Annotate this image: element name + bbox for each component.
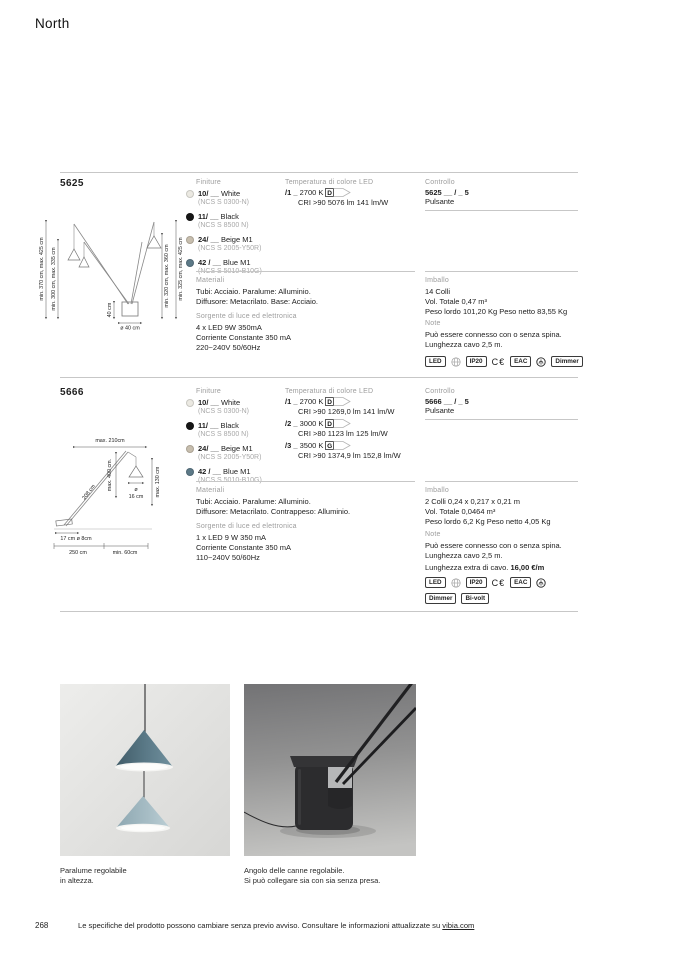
column-divider <box>196 481 415 482</box>
svg-text:G: G <box>327 442 333 450</box>
dim-label: min. 300 cm, max. 335 cm <box>51 247 57 311</box>
eac-badge: EAC <box>510 356 531 367</box>
dimension-diagram-floor-lamp <box>38 218 186 330</box>
dimension-diagram-pole-lamp <box>52 433 192 555</box>
temperatura-row <box>285 188 388 207</box>
finish-code: 11/ __ <box>198 212 219 221</box>
temp-code: /2 _ <box>285 419 298 429</box>
imballo-text: 2 Colli 0,24 x 0,217 x 0,21 m Vol. Totale 0,0464 m³ Peso lordo 6,2 Kg Peso netto 4,05 Kg <box>425 497 551 526</box>
finish-swatch <box>186 259 194 267</box>
finish-ncs: (NCS S 2005-Y50R) <box>198 245 262 252</box>
column-divider <box>425 271 578 272</box>
temperatura-label: Temperatura di colore LED <box>285 179 374 186</box>
controllo-label: Controllo <box>425 179 455 186</box>
finish-option-beige <box>186 235 281 253</box>
finish-option-white <box>186 189 281 207</box>
dim-label: 250 cm <box>69 550 87 555</box>
bivolt-badge: Bi-volt <box>461 593 489 604</box>
dim-label: min. 370 cm, max. 425 cm <box>39 237 45 301</box>
materiali-text: Tubi: Acciaio. Paralume: Alluminio. Diffusore: Metacrilato. Contrappeso: Alluminio. <box>196 497 351 516</box>
page-title: North <box>35 16 70 31</box>
temperatura-rows <box>285 397 401 463</box>
dim-label: ø <box>134 487 138 493</box>
finish-option-beige <box>186 444 281 462</box>
finish-code: 42 / __ <box>198 258 221 267</box>
ce-mark-icon: C€ <box>491 356 506 367</box>
finish-name: Blue M1 <box>223 258 251 267</box>
finish-ncs: (NCS S 0300-N) <box>198 408 249 415</box>
photo-pendant-lamps <box>60 684 230 856</box>
temperatura-row <box>285 441 401 460</box>
finish-option-blue <box>186 258 281 276</box>
certification-badges <box>425 577 546 588</box>
finish-swatch <box>186 213 194 221</box>
energy-class-icon <box>325 419 351 428</box>
sorgente-text: 4 x LED 9W 350mA Corriente Constante 350 mA 220~240V 50/60Hz <box>196 323 292 352</box>
finish-code: 10/ __ <box>198 189 219 198</box>
finish-swatch <box>186 468 194 476</box>
globe-icon <box>451 357 461 367</box>
photo-table-lamp-base <box>244 684 416 856</box>
finish-ncs: (NCS S 8500 N) <box>198 431 249 438</box>
note-extra-text: Lunghezza extra di cavo. 16,00 €/m <box>425 563 545 572</box>
note-text: Può essere connesso con o senza spina. Lunghezza cavo 2,5 m. <box>425 541 562 560</box>
certification-badges <box>425 356 583 367</box>
controllo-type: Pulsante <box>425 406 455 415</box>
temp-kelvin: 3000 K <box>299 419 324 429</box>
finish-code: 10/ __ <box>198 398 219 407</box>
finish-swatch <box>186 399 194 407</box>
temp-cri: CRI >90 5076 lm 141 lm/W <box>298 197 389 207</box>
imballo-label: Imballo <box>425 487 449 494</box>
product-section-5625 <box>0 172 677 378</box>
finish-name: Beige M1 <box>220 235 253 244</box>
dim-label: 40 cm <box>107 302 113 318</box>
vibia-link[interactable]: vibia.com <box>442 921 475 930</box>
temp-cri: CRI >90 1374,9 lm 152,8 lm/W <box>298 450 401 460</box>
energy-class-icon <box>325 397 351 406</box>
dim-label: 16 cm <box>128 494 144 500</box>
certification-badges-row2 <box>425 593 489 604</box>
finish-option-white <box>186 398 281 416</box>
finiture-label: Finiture <box>196 388 221 395</box>
finish-swatch <box>186 236 194 244</box>
temp-cri: CRI >80 1123 lm 125 lm/W <box>298 428 388 438</box>
dim-label: max. 400 cm. <box>107 458 113 492</box>
imballo-label: Imballo <box>425 277 449 284</box>
note-text: Può essere connesso con o senza spina. Lunghezza cavo 2,5 m. <box>425 330 562 349</box>
imballo-text: 14 Colli Vol. Totale 0,47 m³ Peso lordo 101,20 Kg Peso netto 83,55 Kg <box>425 287 568 316</box>
materiali-label: Materiali <box>196 487 225 494</box>
section-divider <box>60 377 578 378</box>
ip20-badge: IP20 <box>466 356 487 367</box>
product-section-5666 <box>0 381 677 612</box>
dim-label: min. 320 cm, max. 360 cm <box>164 244 170 308</box>
temp-kelvin: 2700 K <box>299 397 324 406</box>
dim-label: max. 210cm <box>95 438 125 444</box>
product-sku: 5625 <box>60 178 84 189</box>
controllo-type: Pulsante <box>425 197 455 206</box>
dim-label: min. 325 cm, max. 425 cm <box>178 237 184 301</box>
energy-class-icon <box>325 188 351 197</box>
column-divider <box>425 210 578 211</box>
product-sku: 5666 <box>60 387 84 398</box>
led-badge: LED <box>425 356 446 367</box>
ip20-badge: IP20 <box>466 577 487 588</box>
finish-name: White <box>220 189 241 198</box>
finish-ncs: (NCS S 2005-Y50R) <box>198 454 262 461</box>
eac-badge: EAC <box>510 577 531 588</box>
finish-code: 42 / __ <box>198 467 221 476</box>
dimmer-badge: Dimmer <box>551 356 582 367</box>
materiali-label: Materiali <box>196 277 225 284</box>
globe-icon <box>451 578 461 588</box>
temperatura-rows <box>285 188 388 210</box>
temperatura-row <box>285 419 401 438</box>
note-label: Note <box>425 320 441 327</box>
dim-label: 208 cm <box>81 483 98 502</box>
finish-name: Black <box>220 421 239 430</box>
finish-code: 24/ __ <box>198 444 219 453</box>
finish-name: Beige M1 <box>220 444 253 453</box>
section-divider <box>60 611 578 612</box>
materiali-text: Tubi: Acciaio. Paralume: Alluminio. Diffusore: Metacrilato. Base: Acciaio. <box>196 287 318 306</box>
dim-label: ø 40 cm <box>120 325 140 330</box>
page-number: 268 <box>35 921 49 930</box>
finish-name: Blue M1 <box>223 467 251 476</box>
sorgente-label: Sorgente di luce ed elettronica <box>196 523 297 530</box>
column-divider <box>425 481 578 482</box>
footer-text: Le specifiche del prodotto possono cambiare senza previo avviso. Consultare le informazioni attualizzate su vibia.com <box>78 921 475 930</box>
column-divider <box>196 271 415 272</box>
finish-ncs: (NCS S 0300-N) <box>198 199 249 206</box>
finish-ncs: (NCS S 8500 N) <box>198 222 249 229</box>
temp-code: /3 _ <box>285 441 298 451</box>
dim-label: min. 60cm <box>112 550 138 555</box>
temp-cri: CRI >90 1269,0 lm 141 lm/W <box>298 406 395 416</box>
temp-kelvin: 2700 K <box>299 188 324 197</box>
finish-code: 11/ __ <box>198 421 219 430</box>
finish-swatch <box>186 422 194 430</box>
led-badge: LED <box>425 577 446 588</box>
controllo-label: Controllo <box>425 388 455 395</box>
dim-label: 17 cm ø 8cm <box>60 536 92 542</box>
svg-text:D: D <box>327 398 333 406</box>
column-divider <box>425 419 578 420</box>
ce-mark-icon: C€ <box>491 577 506 588</box>
finish-code: 24/ __ <box>198 235 219 244</box>
temp-kelvin: 3500 K <box>299 441 324 451</box>
finish-option-black <box>186 421 281 439</box>
finish-name: Black <box>220 212 239 221</box>
photo-caption-pendant: Paralume regolabile in altezza. <box>60 866 127 885</box>
energy-class-icon <box>325 441 351 450</box>
finish-name: White <box>220 398 241 407</box>
controllo-code: 5666 __ / _ 5 <box>425 397 469 406</box>
sorgente-label: Sorgente di luce ed elettronica <box>196 313 297 320</box>
controllo-code: 5625 __ / _ 5 <box>425 188 469 197</box>
sorgente-text: 1 x LED 9 W 350 mA Corriente Constante 350 mA 110~240V 50/60Hz <box>196 533 292 562</box>
temperatura-label: Temperatura di colore LED <box>285 388 374 395</box>
svg-text:D: D <box>327 189 333 197</box>
cable-price: 16,00 €/m <box>510 563 545 572</box>
finish-swatch <box>186 445 194 453</box>
dim-label: max. 130 cm <box>155 466 161 498</box>
finish-swatch <box>186 190 194 198</box>
finish-option-black <box>186 212 281 230</box>
finish-list <box>186 398 281 490</box>
temp-code: /1 _ <box>285 188 298 197</box>
finish-option-blue <box>186 467 281 485</box>
temperatura-row <box>285 397 401 416</box>
finiture-label: Finiture <box>196 179 221 186</box>
photo-caption-table: Angolo delle canne regolabile. Si può collegare sia con sia senza presa. <box>244 866 381 885</box>
dimmer-badge: Dimmer <box>425 593 456 604</box>
note-label: Note <box>425 531 441 538</box>
certification-icon <box>536 578 546 588</box>
svg-text:D: D <box>327 420 333 428</box>
certification-icon <box>536 357 546 367</box>
temp-code: /1 _ <box>285 397 298 406</box>
finish-list <box>186 189 281 281</box>
section-divider <box>60 172 578 173</box>
